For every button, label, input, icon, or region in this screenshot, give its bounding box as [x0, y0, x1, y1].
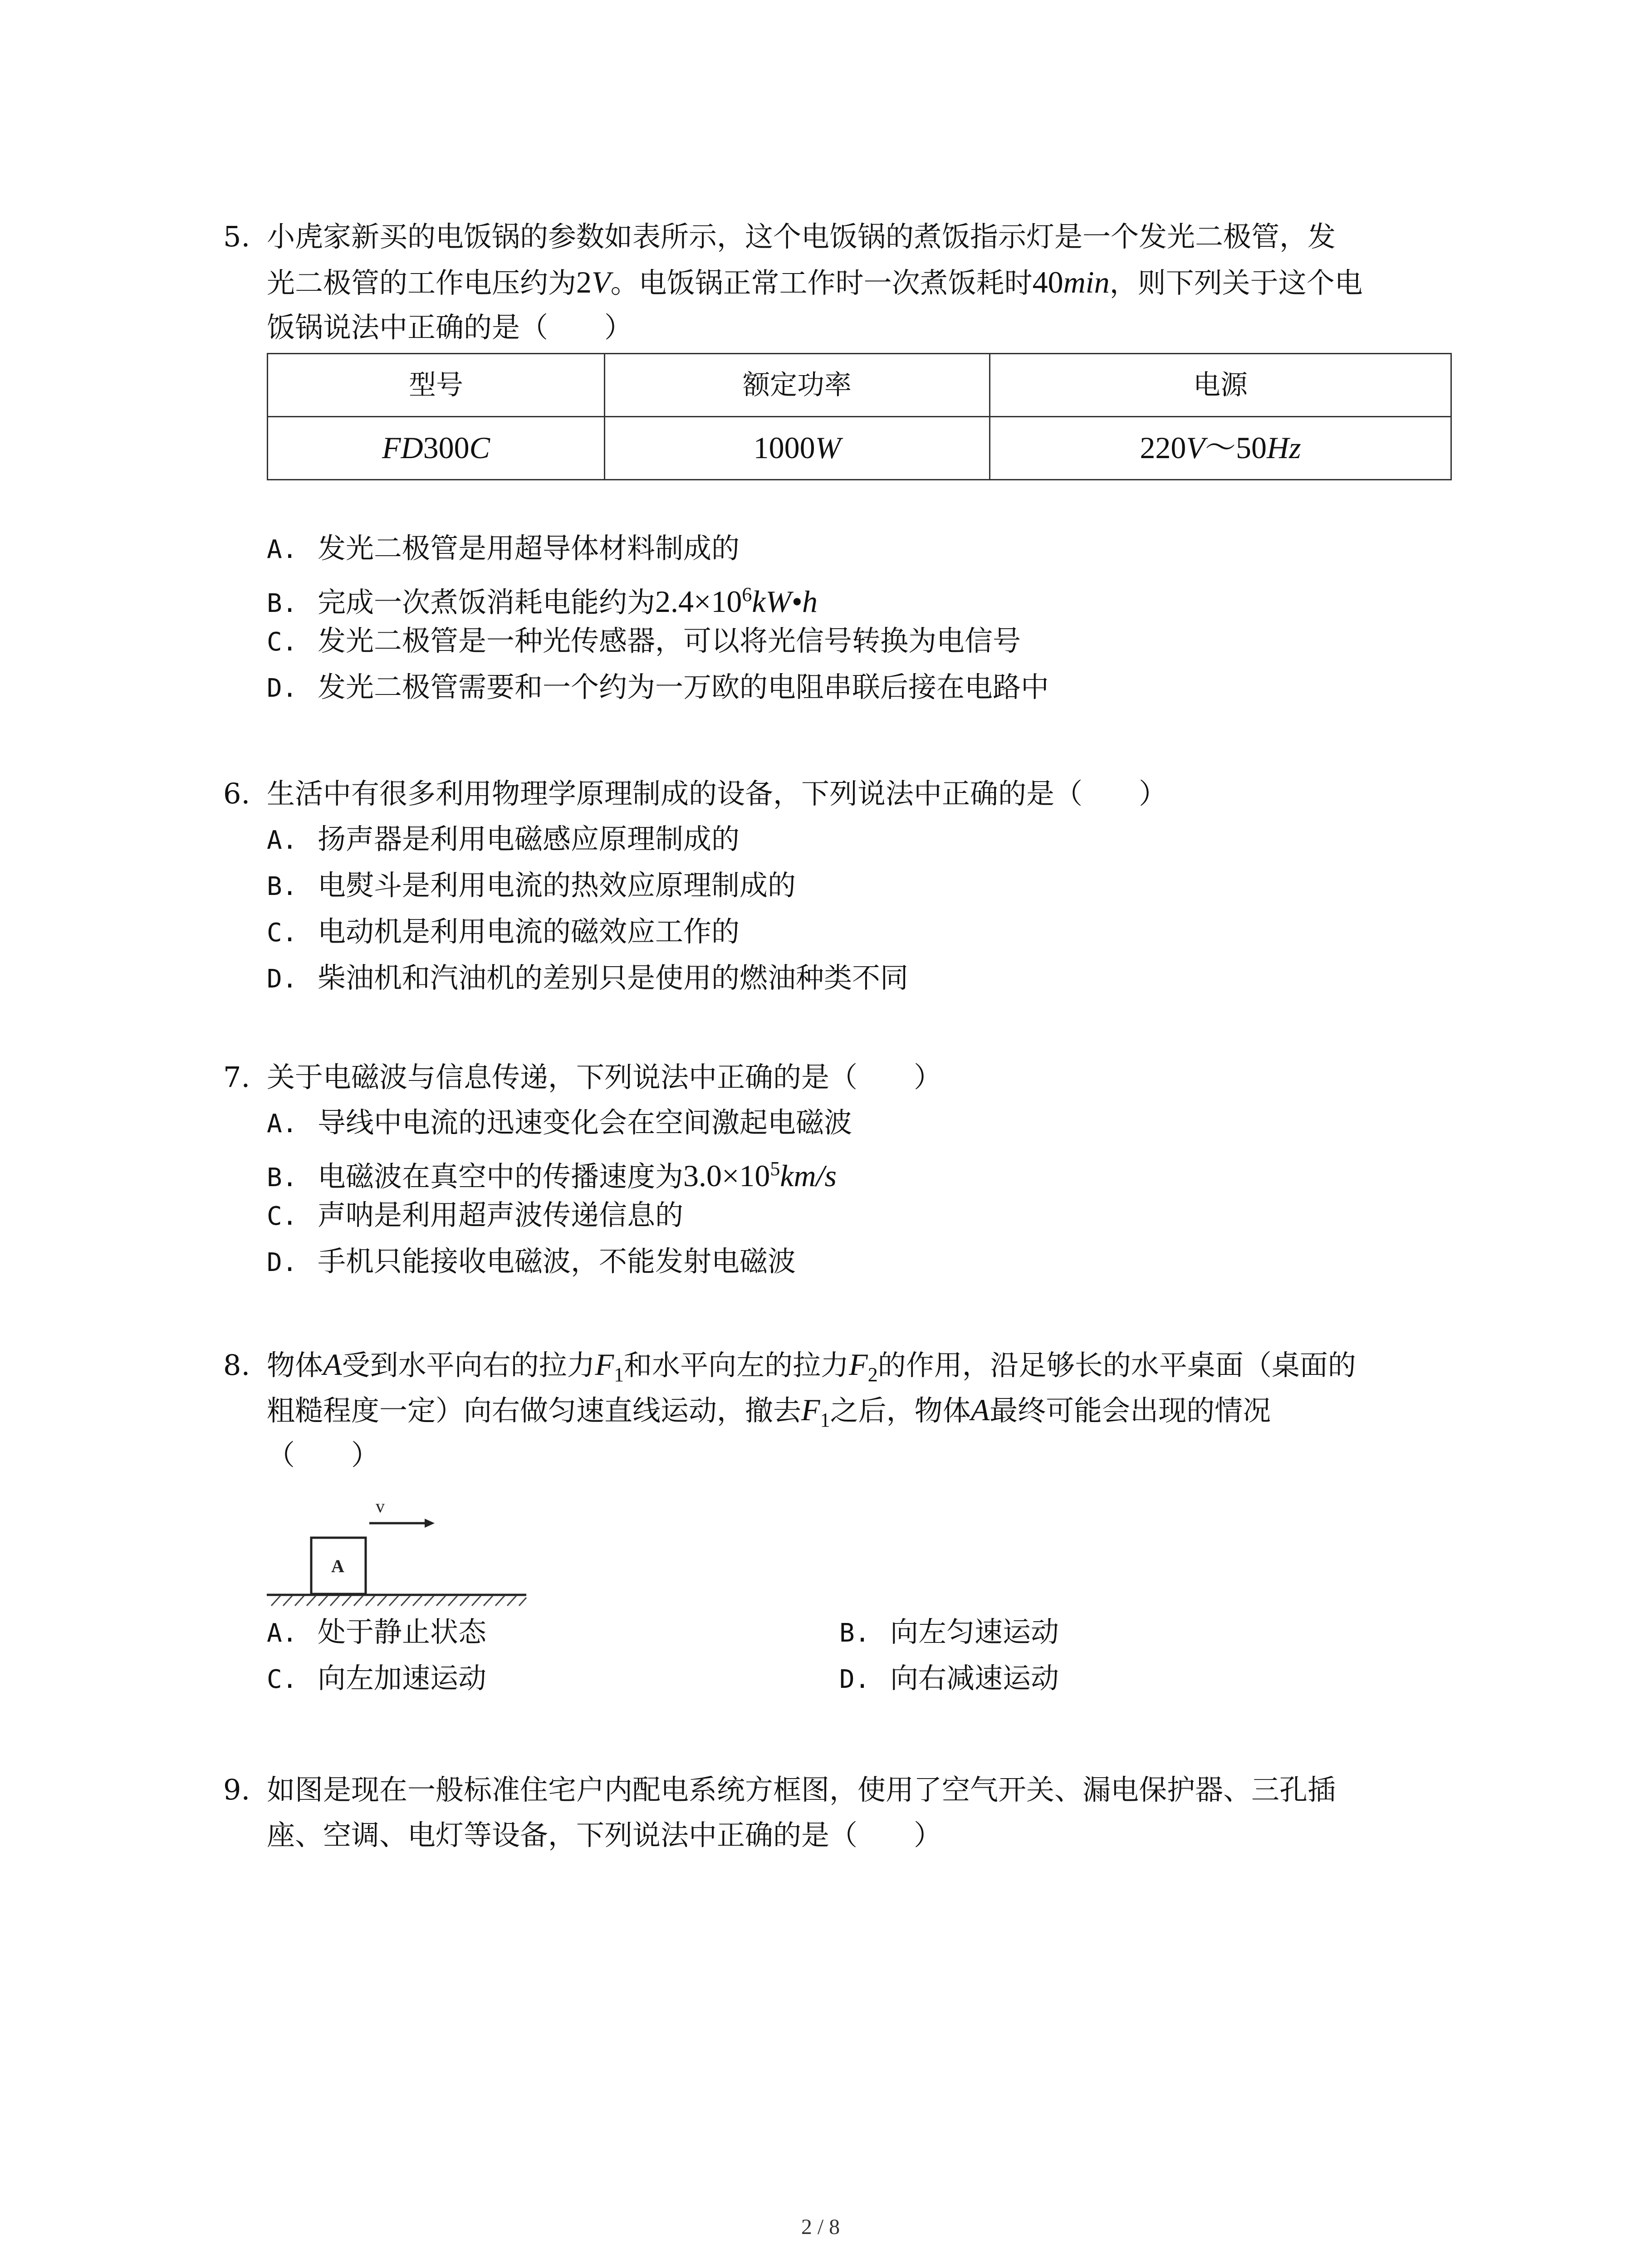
option-b: B. 完成一次煮饭消耗电能约为$2.4\times 10^6kW•h$ [267, 583, 818, 619]
options-row-1 [223, 1609, 1457, 1656]
option-d: D. 手机只能接收电磁波，不能发射电磁波 [267, 1245, 796, 1278]
option-d: D. 发光二极管需要和一个约为一万欧的电阻串联后接在电路中 [267, 670, 1049, 704]
q8-line-1: 8. 物体A受到水平向右的拉力$F_1$和水平向左的拉力$F_2$的作用，沿足够长的水平桌面（桌面的 [223, 1342, 1457, 1387]
q9-line-2: 座、空调、电灯等设备，下列说法中正确的是（ ） [267, 1818, 942, 1852]
option-b: B. 电熨斗是利用电流的热效应原理制成的 [267, 869, 796, 902]
option-a: A. 导线中电流的迅速变化会在空间激起电磁波 [267, 1106, 852, 1139]
question-number: 6. [223, 777, 250, 810]
q8-line-2: 粗糙程度一定）向右做匀速直线运动，撤去$F_1$之后，物体A最终可能会出现的情况 [267, 1393, 1271, 1431]
option-c: C. 声呐是利用超声波传递信息的 [267, 1198, 684, 1232]
q6-stem: 6. 生活中有很多利用物理学原理制成的设备，下列说法中正确的是（ ） [223, 771, 1457, 816]
option-b: B. 电磁波在真空中的传播速度为$3.0\times 10^5km/s$ [267, 1158, 837, 1193]
block-diagram [267, 1478, 548, 1609]
page-number: 2 / 8 [801, 2215, 840, 2239]
question-number: 7. [223, 1061, 250, 1094]
options-row-2 [223, 1656, 1457, 1702]
table-header-row [268, 354, 1451, 417]
block-a-label: A [331, 1556, 344, 1576]
velocity-label: v [376, 1496, 385, 1516]
option-c: C. 发光二极管是一种光传感器，可以将光信号转换为电信号 [267, 624, 1021, 657]
block-on-table-figure [267, 1478, 548, 1609]
option-a: A. 扬声器是利用电磁感应原理制成的 [267, 822, 740, 855]
question-6 [223, 771, 1457, 1002]
q7-stem: 7. 关于电磁波与信息传递，下列说法中正确的是（ ） [223, 1055, 1457, 1100]
q5-line-1: 5. 小虎家新买的电饭锅的参数如表所示，这个电饭锅的煮饭指示灯是一个发光二极管，发 [223, 214, 1457, 259]
q9-line-1: 9. 如图是现在一般标准住宅户内配电系统方框图，使用了空气开关、漏电保护器、三孔插 [223, 1767, 1457, 1813]
question-9 [223, 1767, 1457, 1858]
table-row [268, 417, 1451, 480]
hatching [271, 1596, 526, 1606]
option-a: A. 发光二极管是用超导体材料制成的 [267, 532, 740, 565]
option-b: B. 向左匀速运动 [839, 1615, 1059, 1648]
q8-line-3: （ ） [267, 1438, 380, 1471]
q5-line-3: 饭锅说法中正确的是（ ） [267, 311, 633, 344]
table-cell-source: 220V～50Hz [990, 417, 1451, 480]
spec-table [267, 353, 1452, 480]
option-c: C. 向左加速运动 [267, 1662, 487, 1695]
table-cell-model: FD300C [268, 417, 605, 480]
question-5 [223, 214, 1457, 711]
table-header-cell: 电源 [990, 354, 1451, 417]
table-cell-power: 1000W [605, 417, 990, 480]
question-number: 5. [223, 220, 250, 253]
question-8 [223, 1342, 1457, 1702]
q5-line-2: 光二极管的工作电压约为2V。电饭锅正常工作时一次煮饭耗时40min，则下列关于这个电 [267, 265, 1363, 299]
option-d: D. 向右减速运动 [839, 1662, 1059, 1695]
table-header-cell: 额定功率 [605, 354, 990, 417]
question-7 [223, 1055, 1457, 1285]
option-d: D. 柴油机和汽油机的差别只是使用的燃油种类不同 [267, 961, 909, 994]
option-a: A. 处于静止状态 [267, 1615, 487, 1648]
question-number: 9. [223, 1773, 250, 1806]
table-header-cell: 型号 [268, 354, 605, 417]
arrow-head-icon [425, 1519, 435, 1528]
question-number: 8. [223, 1349, 250, 1382]
option-c: C. 电动机是利用电流的磁效应工作的 [267, 915, 740, 948]
